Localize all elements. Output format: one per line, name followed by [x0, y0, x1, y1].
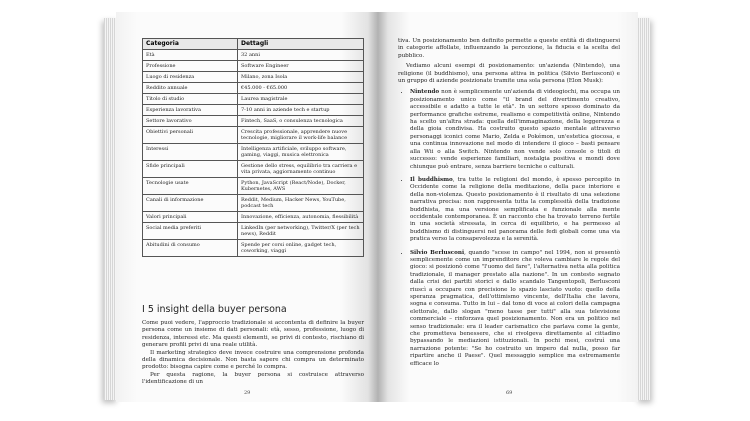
- item-lead: Silvio Berlusconi: [410, 249, 465, 256]
- right-intro-paragraph: tiva. Un posizionamento ben definito permette a queste entità di distinguersi in categorie affollate, influenzando la percezione, la fiducia e la scelta del pubblico.: [398, 38, 620, 59]
- table-cell-category: Luogo di residenza: [143, 72, 238, 83]
- table-cell-detail: Intelligenza artificiale, sviluppo software, gaming, viaggi, musica elettronica: [238, 144, 364, 161]
- table-cell-category: Settore lavorativo: [143, 116, 238, 127]
- right-page-edges: [636, 18, 650, 400]
- table-cell-detail: Laurea magistrale: [238, 94, 364, 105]
- examples-list: [398, 89, 620, 368]
- table-header-dettagli: Dettagli: [238, 39, 364, 50]
- table-cell-category: Social media preferiti: [143, 223, 238, 240]
- list-item-berlusconi: [410, 250, 620, 369]
- table-cell-detail: Fintech, SaaS, o consulenza tecnologica: [238, 116, 364, 127]
- item-lead: Il buddhismo: [410, 176, 453, 183]
- table-header-row: [143, 39, 364, 50]
- table-row: [143, 212, 364, 223]
- table-cell-detail: Spende per corsi online, gadget tech, coworking, viaggi: [238, 240, 364, 257]
- table-row: [143, 50, 364, 61]
- table-row: [143, 127, 364, 144]
- table-cell-detail: 32 anni: [238, 50, 364, 61]
- table-cell-detail: LinkedIn (per networking), Twitter/X (per tech news), Reddit: [238, 223, 364, 240]
- table-cell-category: Esperienza lavorativa: [143, 105, 238, 116]
- table-row: [143, 105, 364, 116]
- table-row: [143, 83, 364, 94]
- table-row: [143, 161, 364, 178]
- right-body-text: [398, 38, 620, 374]
- item-text: non è semplicemente un'azienda di videogiochi, ma occupa un posizionamento unico come "il brand del divertimento creativo, accessibile e adatto a tutte le età". In un settore spesso dominato da performance grafiche estreme, realismo e competitività online, Nintendo ha scelto un'altra strada: quella dell'immaginazione, della leggerezza e della gioia condivisa. Ha costruito questo spazio mentale attraverso personaggi iconici come Mario, Zelda e Pokémon, un'estetica giocosa, e una continua innovazione nel modo di intendere il gioco – basti pensare alla Wii o alla Switch. Nintendo non vende solo console o titoli di successo: vende esperienze familiari, nostalgia positiva e mondi dove chiunque può entrare, senza barriere tecniche o culturali.: [410, 89, 620, 170]
- table-cell-category: Professione: [143, 61, 238, 72]
- left-body-text: [142, 320, 364, 387]
- table-cell-category: Obiettivi personali: [143, 127, 238, 144]
- table-row: [143, 116, 364, 127]
- table-cell-category: Età: [143, 50, 238, 61]
- book-spine: [368, 12, 388, 402]
- table-row: [143, 240, 364, 257]
- table-cell-category: Sfide principali: [143, 161, 238, 178]
- table-cell-category: Titolo di studio: [143, 94, 238, 105]
- table-row: [143, 61, 364, 72]
- item-lead: Nintendo: [410, 89, 440, 96]
- left-paragraph: Per questa ragione, la buyer persona si costruisce attraverso l'identificazione di un: [142, 371, 364, 386]
- section-title: I 5 insight della buyer persona: [142, 304, 287, 315]
- buyer-persona-table: [142, 38, 364, 257]
- table-row: [143, 94, 364, 105]
- list-item-nintendo: [410, 89, 620, 170]
- left-paragraph: Come puoi vedere, l'approccio tradizionale si accontenta di definire la buyer persona come un insieme di dati personali: età, sesso, professione, luogo di residenza, interessi etc. Ma questi elementi, se privi di contesto, rischiano di generare profili privi di una reale utilità.: [142, 320, 364, 349]
- table-row: [143, 223, 364, 240]
- table-cell-detail: Reddit, Medium, Hacker News, YouTube, podcast tech: [238, 195, 364, 212]
- table-cell-detail: Gestione dello stress, equilibrio tra carriera e vita privata, aggiornamento continuo: [238, 161, 364, 178]
- table-cell-category: Abitudini di consumo: [143, 240, 238, 257]
- table-row: [143, 144, 364, 161]
- table-cell-detail: Crescita professionale, apprendere nuove tecnologie, migliorare il work-life balance: [238, 127, 364, 144]
- table-cell-detail: Software Engineer: [238, 61, 364, 72]
- table-cell-category: Tecnologie usate: [143, 178, 238, 195]
- table-cell-detail: Milano, zona Isola: [238, 72, 364, 83]
- table-cell-detail: Innovazione, efficienza, autonomia, flessibilità: [238, 212, 364, 223]
- left-page-number: 29: [244, 390, 251, 396]
- table-row: [143, 178, 364, 195]
- right-intro-paragraph: Vediamo alcuni esempi di posizionamento: un'azienda (Nintendo), una religione (il buddhismo), una persona attiva in politica (Silvio Berlusconi) e un gruppo di aziende posizionate tramite una sola persona (Elon Musk):: [398, 63, 620, 85]
- left-paragraph: Il marketing strategico deve invece costruire una comprensione profonda della dinamica decisionale. Non basta sapere chi compra un determinato prodotto: bisogna capire come e perché lo compra.: [142, 349, 364, 371]
- table-cell-category: Reddito annuale: [143, 83, 238, 94]
- right-page-number: 69: [506, 390, 513, 396]
- left-page: [116, 12, 378, 402]
- table-cell-detail: Python, JavaScript (React/Node), Docker, Kubernetes, AWS: [238, 178, 364, 195]
- table-cell-category: Interessi: [143, 144, 238, 161]
- table-cell-category: Canali di informazione: [143, 195, 238, 212]
- table-cell-detail: 7-10 anni in aziende tech e startup: [238, 105, 364, 116]
- table-cell-category: Valori principali: [143, 212, 238, 223]
- open-book: [110, 12, 644, 402]
- item-text: , quando "scese in campo" nel 1994, non si presentò semplicemente come un imprenditore che voleva cambiare le regole del gioco: si posizionò come "l'uomo del fare", l'alternativa netta alla politica tradizionale, il manager prestato alla nazione". In un contesto segnato dalla crisi dei partiti storici e dallo scandalo Tangentopoli, Berlusconi riuscì a occupare con precisione lo spazio lasciato vuoto: quello della speranza pragmatica, dell'ottimismo vincente, dell'Italia che lavora, sogna e consuma. Tutto in lui – dal tono di voce ai colori della campagna elettorale, dallo slogan "meno tasse per tutti" alla sua televisione commerciale – rinforzava quel posizionamento. Non era un politico nel senso tradizionale: era il leader carismatico che parlava come la gente, che prometteva benessere, che si rivolgeva direttamente al cittadino bypassando le mediazioni istituzionali. In pochi mesi, costruì una narrazione potente: "Se ho costruito un impero dal nulla, posso far ripartire anche il Paese". Quel messaggio semplice ma estremamente efficace lo: [410, 249, 620, 367]
- table-cell-detail: €45.000 - €65.000: [238, 83, 364, 94]
- table-row: [143, 72, 364, 83]
- right-page: [378, 12, 638, 402]
- table-header-categoria: Categoria: [143, 39, 238, 50]
- list-item-buddhismo: [410, 177, 620, 244]
- item-text: , tra tutte le religioni del mondo, è spesso percepito in Occidente come la religione della meditazione, della pace interiore e della non-violenza. Questo posizionamento è il risultato di una selezione narrativa precisa: non rappresenta tutta la complessità della tradizione buddhista, ma una versione semplificata e funzionale alla mente occidentale contemporanea. È un racconto che ha trovato terreno fertile in una società stressata, in cerca di equilibrio, e ha permesso al buddhismo di distinguersi nel panorama delle fedi globali come una via pratica verso la consapevolezza e la serenità.: [410, 176, 621, 243]
- table-row: [143, 195, 364, 212]
